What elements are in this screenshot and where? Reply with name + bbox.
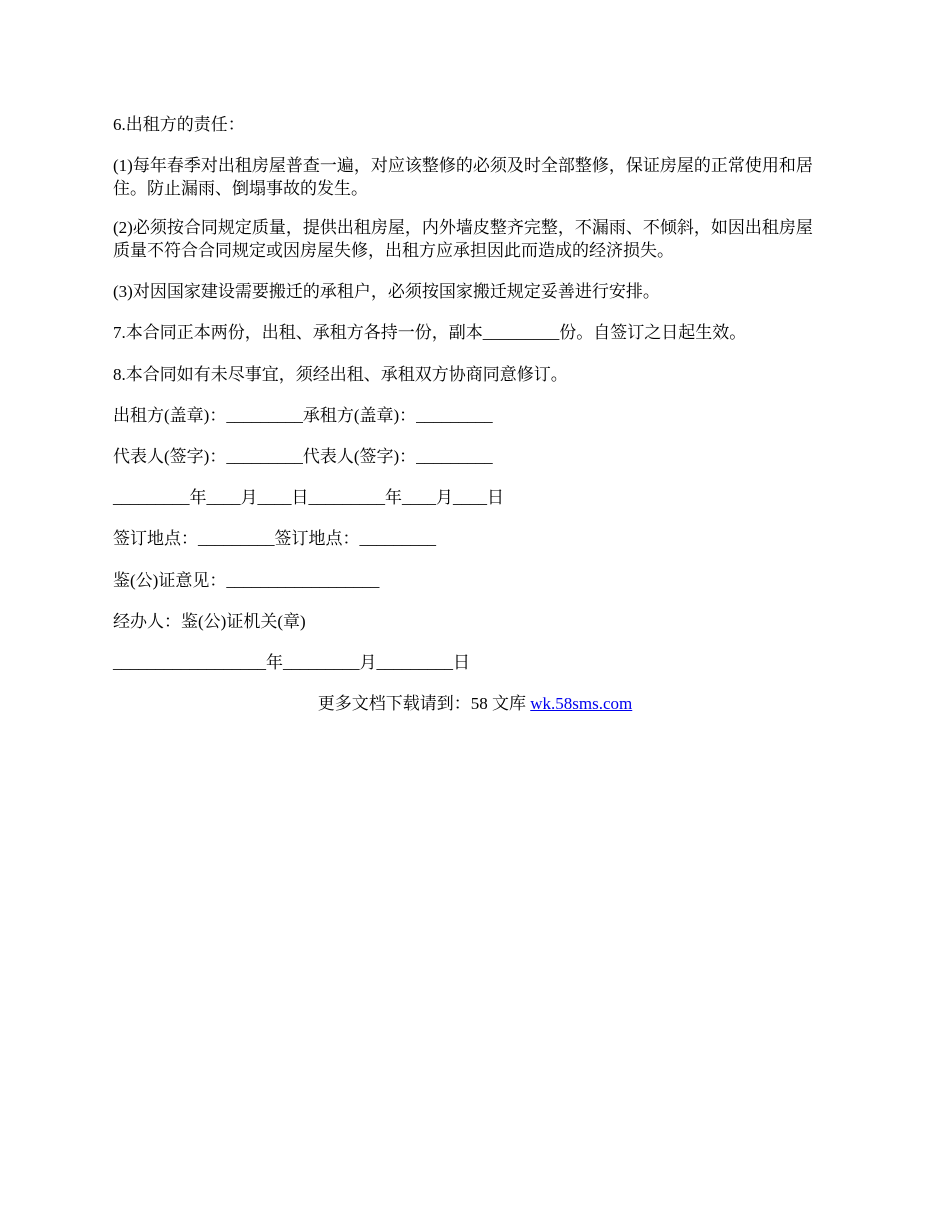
paragraph-duty-1: (1)每年春季对出租房屋普查一遍，对应该整修的必须及时全部整修，保证房屋的正常使用和居住。防止漏雨、倒塌事故的发生。 [113, 156, 813, 198]
paragraph-duty-3: (3)对因国家建设需要搬迁的承租户，必须按国家搬迁规定妥善进行安排。 [113, 282, 660, 301]
paragraph-clause-7: 7.本合同正本两份，出租、承租方各持一份，副本_________份。自签订之日起生效。 [113, 323, 747, 342]
notarization-date-line: __________________年_________月_________日 [113, 653, 470, 672]
paragraph-duty-2: (2)必须按合同规定质量，提供出租房屋，内外墙皮整齐完整，不漏雨、不倾斜，如因出租房屋质量不符合合同规定或因房屋失修，出租方应承担因此而造成的经济损失。 [113, 218, 813, 260]
footer-text: 更多文档下载请到：58 文库 [317, 694, 531, 713]
footer [0, 692, 950, 715]
signing-location-line: 签订地点：_________签订地点：_________ [113, 529, 436, 548]
paragraph-clause-8: 8.本合同如有未尽事宜，须经出租、承租双方协商同意修订。 [113, 365, 568, 384]
signature-representative-line: 代表人(签字)：_________代表人(签字)：_________ [113, 447, 493, 466]
notarization-opinion-line: 鉴(公)证意见：__________________ [113, 571, 380, 590]
handler-authority-line: 经办人：鉴(公)证机关(章) [113, 612, 306, 631]
footer-link[interactable]: wk.58sms.com [530, 694, 633, 713]
paragraph-lessor-duties-heading: 6.出租方的责任： [113, 115, 245, 134]
signature-date-line: _________年____月____日_________年____月____日 [113, 488, 504, 507]
signature-seal-line: 出租方(盖章)：_________承租方(盖章)：_________ [113, 406, 493, 425]
